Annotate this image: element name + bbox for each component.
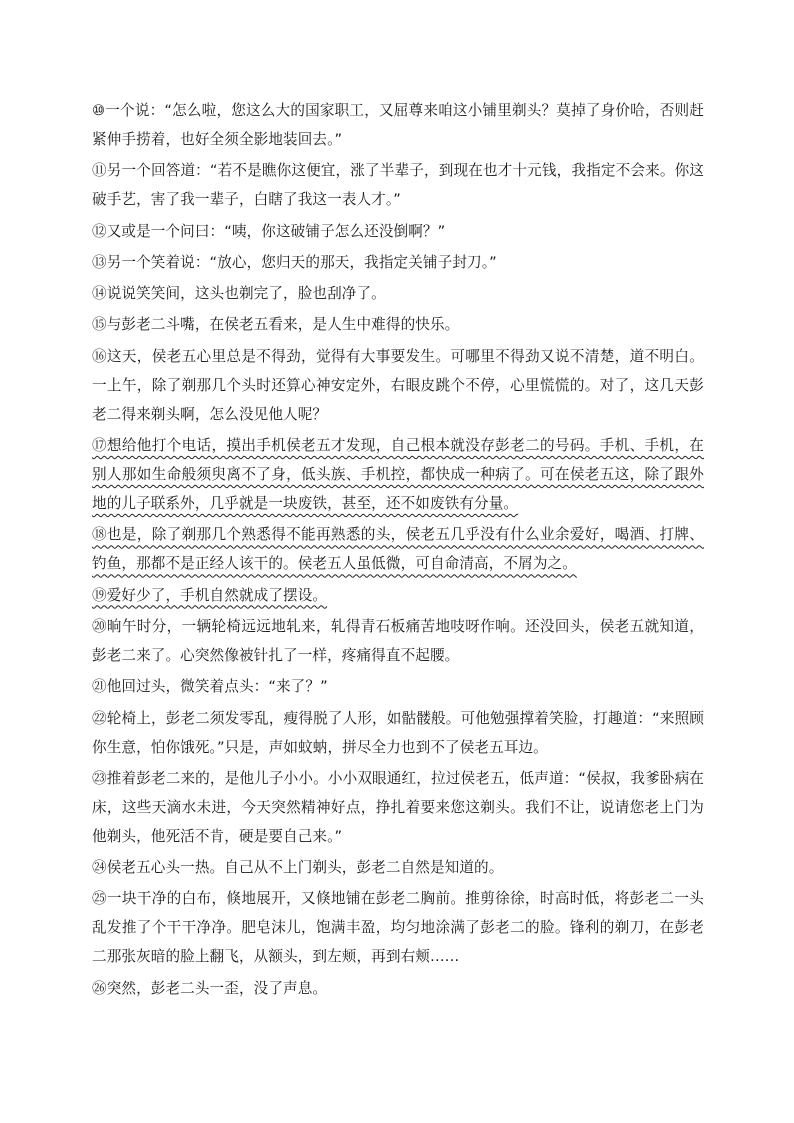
paragraph-16: ⑯这天，侯老五心里总是不得劲，觉得有大事要发生。可哪里不得劲又说不清楚，道不明白。一上午，除了剃那几个头时还算心神安定外，右眼皮跳个不停，心里慌慌的。对了，这几天彭老二得来剃头啊，怎么没见他人呢？ (92, 347, 704, 423)
paragraph-19-underlined: ⑲爱好少了，手机自然就成了摆设。 (92, 586, 328, 604)
paragraph-18-underlined: ⑱也是，除了剃那几个熟悉得不能再熟悉的头，侯老五几乎没有什么业余爱好，喝酒、打牌、钓鱼，那都不是正经人该干的。侯老五人虽低微，可自命清高，不屑为之。 (92, 526, 704, 573)
paragraph-14: ⑭说说笑笑间，这头也剃完了，脸也刮净了。 (92, 285, 386, 303)
paragraph-21: ㉑他回过头，微笑着点头：“来了？” (92, 678, 328, 696)
paragraph-15: ⑮与彭老二斗嘴，在侯老五看来，是人生中难得的快乐。 (92, 316, 460, 334)
paragraph-25: ㉕一块干净的白布，倏地展开，又倏地铺在彭老二胸前。推剪徐徐，时高时低，将彭老二一头乱发推了个干干净净。肥皂沫儿，饱满丰盈，均匀地涂满了彭老二的脸。锋利的剃刀，在彭老二那张灰暗的脸上翻飞，从额头，到左颊，再到右颊…… (92, 890, 704, 966)
paragraph-11: ⑪另一个回答道：“若不是瞧你这便宜，涨了半辈子，到现在也才十元钱，我指定不会来。你这破手艺，害了我一辈子，白瞎了我这一表人才。” (92, 162, 704, 209)
paragraph-26: ㉖突然，彭老二头一歪，没了声息。 (92, 979, 328, 997)
paragraph-10: ⑩一个说：“怎么啦，您这么大的国家职工，又屈尊来咱这小铺里剃头？莫掉了身价哈，否则赶紧伸手捞着，也好全须全影地装回去。” (92, 102, 704, 148)
paragraph-13: ⑬另一个笑着说：“放心，您归天的那天，我指定关铺子封刀。” (92, 253, 497, 271)
paragraph-24: ㉔侯老五心头一热。自己从不上门剃头，彭老二自然是知道的。 (92, 859, 504, 877)
paragraph-22: ㉒轮椅上，彭老二须发零乱，瘦得脱了人形，如骷髅般。可他勉强撑着笑脸，打趣道：“来照顾你生意，怕你饿死。”只是，声如蚊蚋，拼尽全力也到不了侯老五耳边。 (92, 709, 704, 756)
document-body (92, 96, 704, 1005)
paragraph-20: ⑳晌午时分，一辆轮椅远远地轧来，轧得青石板痛苦地吱呀作响。还没回头，侯老五就知道，彭老二来了。心突然像被针扎了一样，疼痛得直不起腰。 (92, 617, 704, 664)
paragraph-23: ㉓推着彭老二来的，是他儿子小小。小小双眼通红，拉过侯老五，低声道：“侯叔，我爹卧病在床，这些天滴水未进，今天突然精神好点，挣扎着要来您这剃头。我们不让，说请您老上门为他剃头，他死活不肯，硬是要自己来。” (92, 769, 704, 845)
paragraph-12: ⑫又或是一个问曰：“咦，你这破铺子怎么还没倒啊？” (92, 222, 446, 240)
paragraph-17-underlined: ⑰想给他打个电话，摸出手机侯老五才发现，自己根本就没存彭老二的号码。手机、手机，在别人那如生命般须臾离不了身，低头族、手机控，都快成一种病了。可在侯老五这，除了跟外地的儿子联系外，几乎就是一块废铁，甚至，还不如废铁有分量。 (92, 437, 704, 513)
